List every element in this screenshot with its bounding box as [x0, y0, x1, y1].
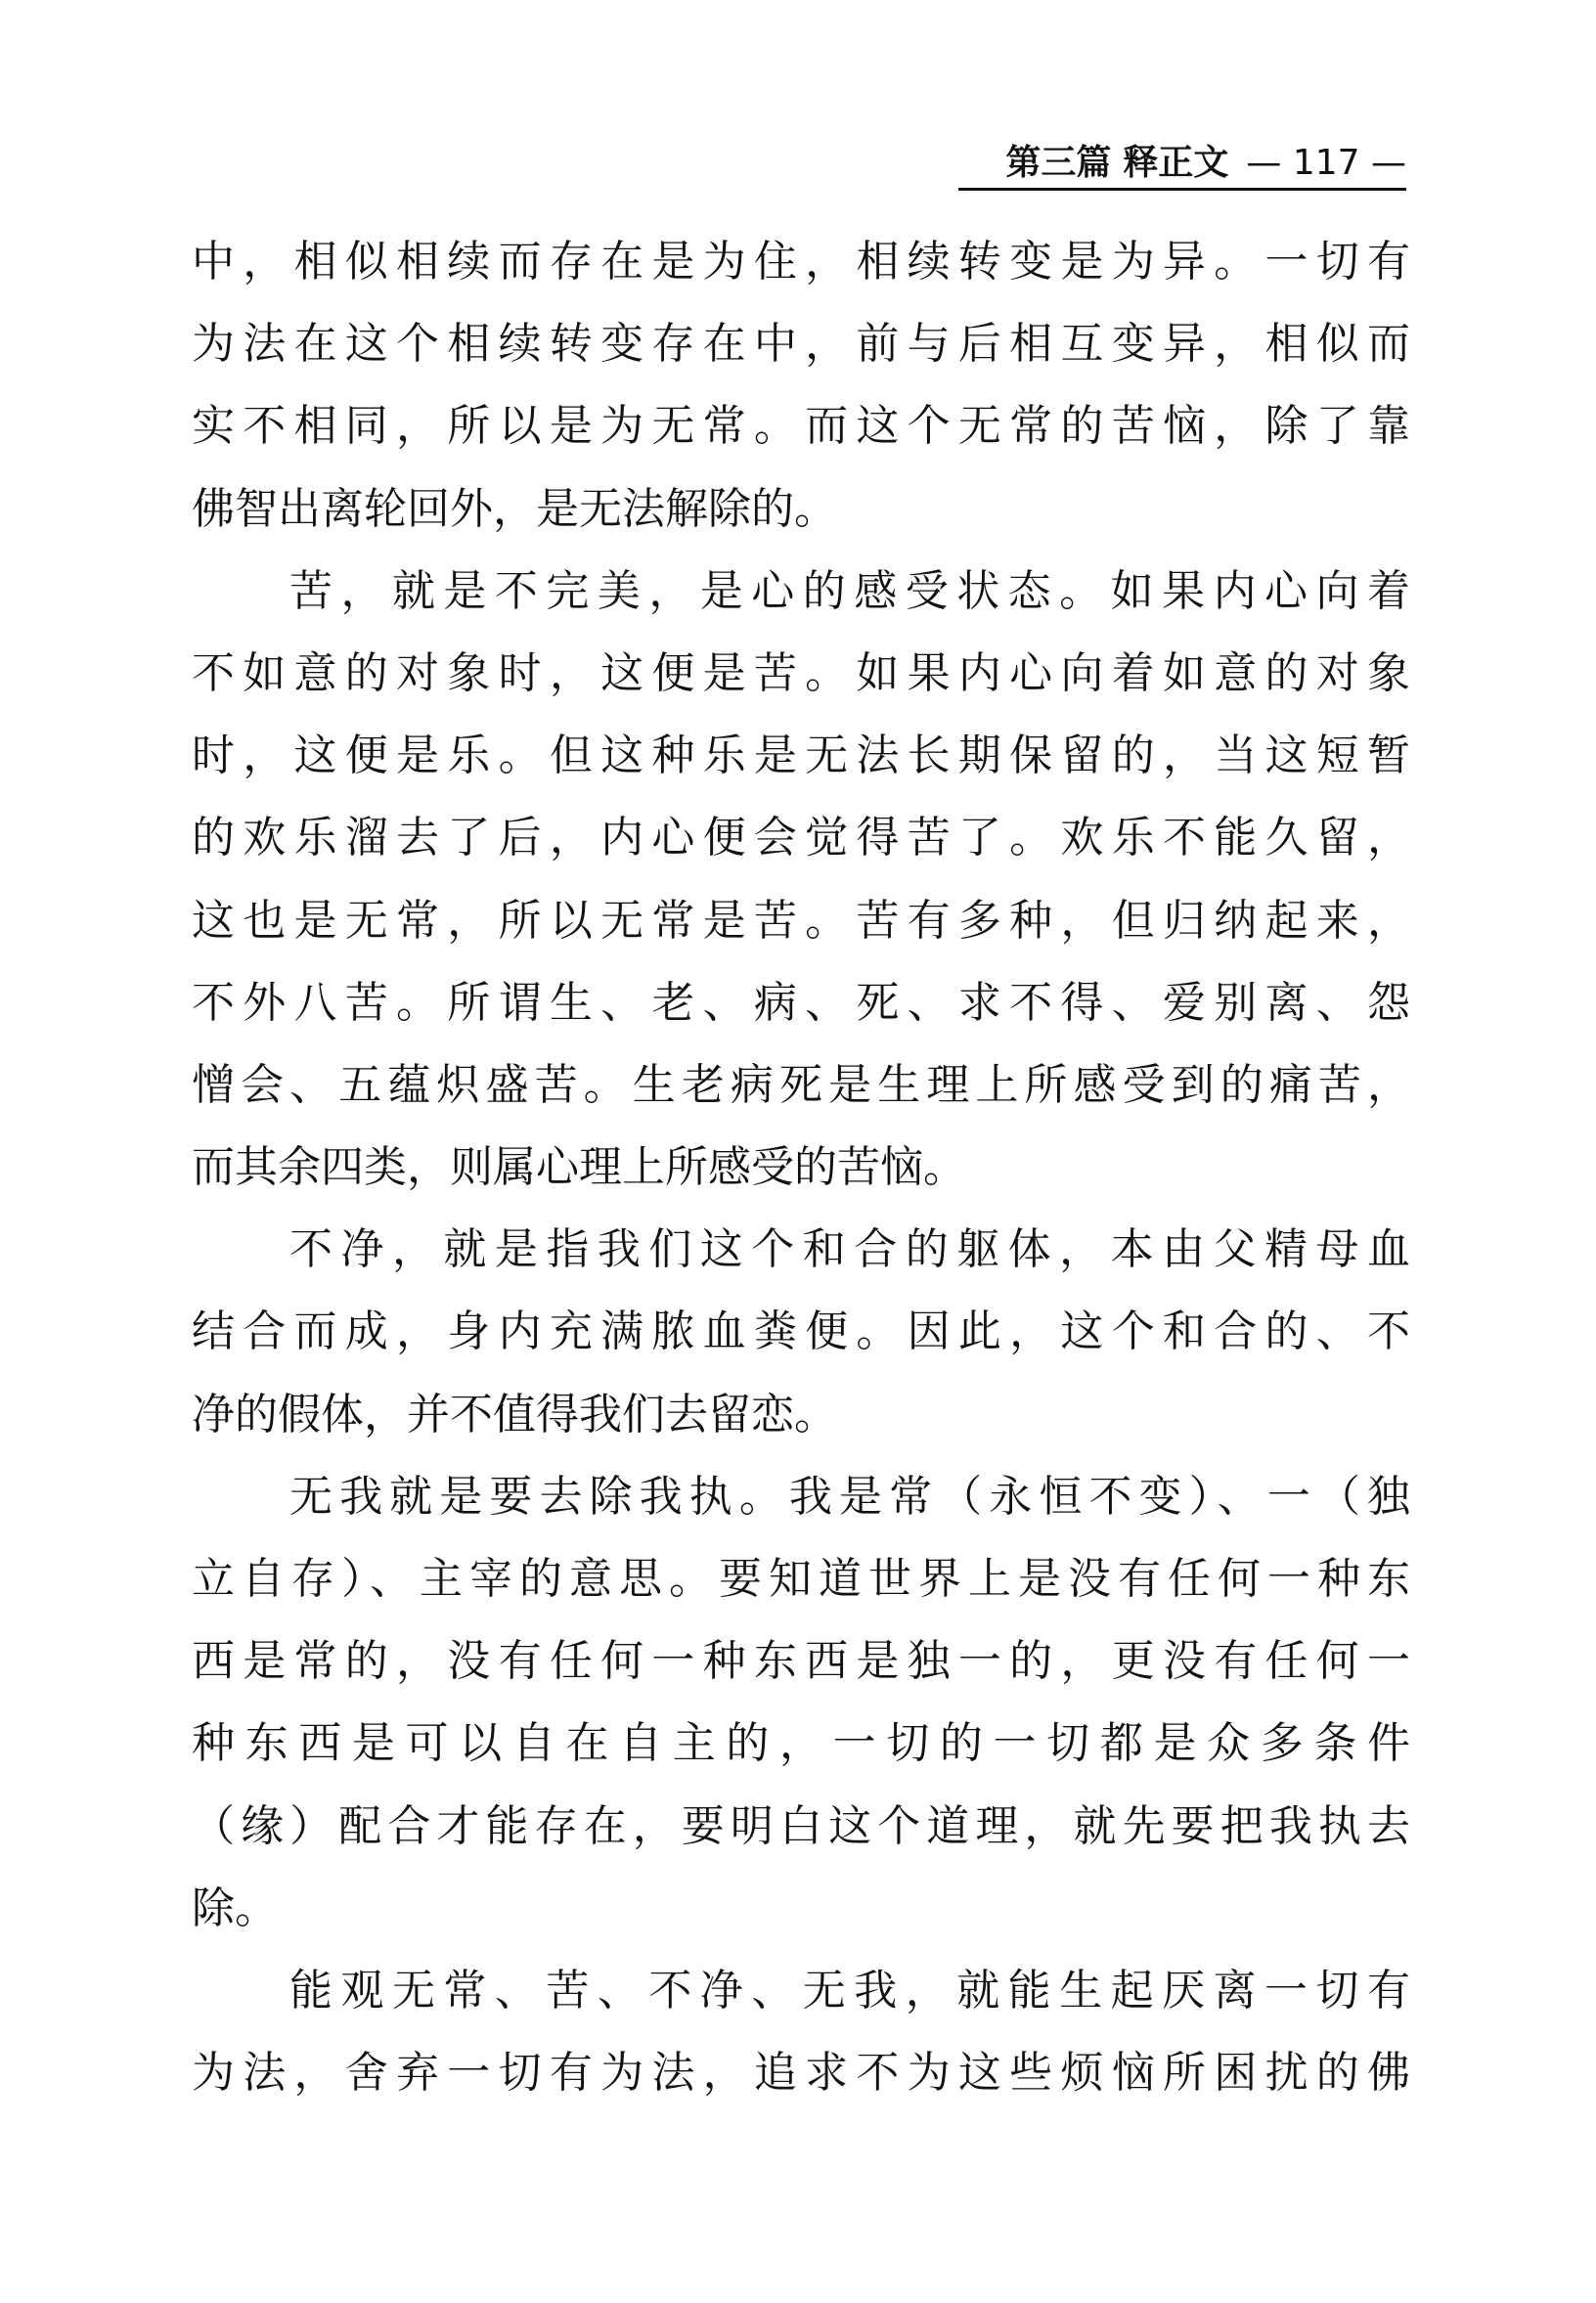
text-line: 不外八苦。所谓生、老、病、死、求不得、爱别离、怨 — [192, 977, 1410, 1028]
text-line: 中，相似相续而存在是为住，相续转变是为异。一切有 — [192, 237, 1410, 287]
paragraph-first-line: 能观无常、苦、不净、无我，就能生起厌离一切有 — [289, 1965, 1410, 2015]
text-line: 西是常的，没有任何一种东西是独一的，更没有任何一 — [192, 1636, 1410, 1687]
text-line: 这也是无常，所以无常是苦。苦有多种，但归纳起来， — [192, 895, 1410, 946]
text-line: 不如意的对象时，这便是苦。如果内心向着如意的对象 — [192, 647, 1410, 698]
text-line: 立自存）、主宰的意思。要知道世界上是没有任何一种东 — [192, 1554, 1410, 1604]
text-line: 实不相同，所以是为无常。而这个无常的苦恼，除了靠 — [192, 401, 1410, 452]
paragraph-first-line: 不净，就是指我们这个和合的躯体，本由父精母血 — [289, 1224, 1410, 1275]
text-line: 种东西是可以自在自主的，一切的一切都是众多条件 — [192, 1718, 1410, 1769]
text-line: 除。 — [192, 1882, 278, 1933]
paragraph-first-line: 无我就是要去除我执。我是常（永恒不变）、一（独 — [289, 1471, 1410, 1522]
chapter-title: 第三篇 — [1005, 143, 1112, 183]
text-line: 憎会、五蕴炽盛苦。生老病死是生理上所感受到的痛苦， — [192, 1059, 1410, 1110]
text-line: （缘）配合才能存在，要明白这个道理，就先要把我执去 — [192, 1800, 1410, 1851]
text-line: 时，这便是乐。但这种乐是无法长期保留的，当这短暂 — [192, 731, 1410, 781]
text-line: 为法在这个相续转变存在中，前与后相互变异，相似而 — [192, 319, 1410, 370]
text-line: 佛智出离轮回外，是无法解除的。 — [192, 483, 837, 534]
text-line: 结合而成，身内充满脓血粪便。因此，这个和合的、不 — [192, 1307, 1410, 1357]
page-number: — 117 — — [1246, 143, 1406, 183]
body-text — [192, 221, 1410, 2114]
text-line: 而其余四类，则属心理上所感受的苦恼。 — [192, 1142, 966, 1193]
text-line: 净的假体，并不值得我们去留恋。 — [192, 1389, 837, 1439]
running-header — [958, 129, 1406, 191]
section-title: 释正文 — [1123, 143, 1229, 183]
paragraph-first-line: 苦，就是不完美，是心的感受状态。如果内心向着 — [289, 565, 1410, 616]
text-line: 为法，舍弃一切有为法，追求不为这些烦恼所困扰的佛 — [192, 2048, 1410, 2099]
text-line: 的欢乐溜去了后，内心便会觉得苦了。欢乐不能久留， — [192, 813, 1410, 864]
